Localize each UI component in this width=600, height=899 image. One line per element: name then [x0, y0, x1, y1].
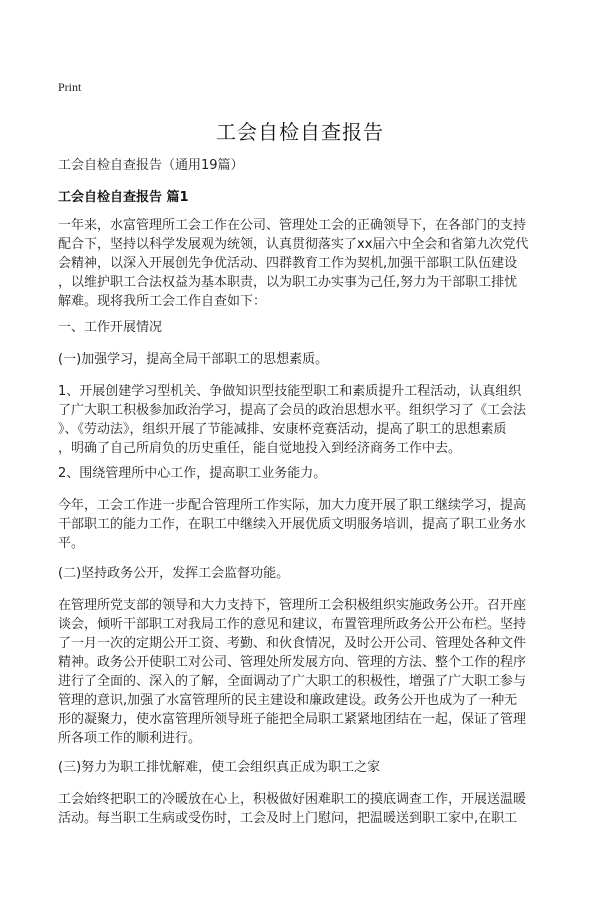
text-line: 一、工作开展情况 [58, 320, 163, 335]
text-line: 了一月一次的定期公开工资、考勤、和伙食情况，及时公开公司、管理处各种文件 [58, 636, 527, 651]
section-heading: 工会自检自查报告 篇1 [58, 190, 189, 205]
text-line: ，明确了自己所肩负的历史重任，能自觉地投入到经济商务工作中去。 [58, 441, 462, 456]
text-line: 进行了全面的、深入的了解，全面调动了广大职工的积极性，增强了广大职工参与 [58, 674, 527, 689]
heading-work-status [58, 318, 548, 337]
paragraph-transparency-detail [58, 596, 548, 748]
text-line: 平。 [58, 536, 85, 551]
text-line: 干部职工的能力工作，在职工中继续入开展优质文明服务培训，提高了职工业务水 [58, 517, 527, 532]
text-line: 今年，工会工作进一步配合管理所工作实际，加大力度开展了职工继续学习，提高 [58, 498, 527, 513]
paragraph-intro [58, 216, 548, 311]
text-line: 解难。现将我所工会工作自查如下： [58, 294, 267, 309]
text-line: (三)努力为职工排忧解难，使工会组织真正成为职工之家 [58, 760, 381, 775]
text-line: 管理的意识,加强了水富管理所的民主建设和廉政建设。政务公开也成为了一种无 [58, 693, 518, 708]
text-line: 谈会，倾听干部职工对我局工作的意见和建议，布置管理所政务公开公布栏。坚持 [58, 617, 527, 632]
text-line: 2、围绕管理所中心工作，提高职工业务能力。 [58, 466, 327, 481]
text-line: 活动。每当职工生病或受伤时，工会及时上门慰问，把温暖送到职工家中,在职工 [58, 811, 518, 826]
paragraph-study-detail [58, 382, 548, 458]
text-line: 一年来，水富管理所工会工作在公司、管理处工会的正确领导下，在各部门的支持 [58, 218, 527, 233]
text-line: (一)加强学习，提高全局干部职工的思想素质。 [58, 352, 329, 367]
subheading-transparency [58, 564, 548, 583]
print-label: Print [58, 80, 82, 94]
text-line: 在管理所党支部的领导和大力支持下，管理所工会积极组织实施政务公开。召开座 [58, 598, 527, 613]
text-line: 1、开展创建学习型机关、争做知识型技能型职工和素质提升工程活动，认真组织 [58, 384, 522, 399]
text-line: 形的凝聚力，使水富管理所领导班子能把全局职工紧紧地团结在一起，保证了管理 [58, 712, 527, 727]
text-line: 会精神，以深入开展创先争优活动、四群教育工作为契机,加强干部职工队伍建设 [58, 256, 518, 271]
paragraph-worker-support-detail [58, 790, 548, 828]
text-line: 工会始终把职工的冷暖放在心上，积极做好困难职工的摸底调查工作，开展送温暖 [58, 792, 527, 807]
paragraph-training [58, 496, 548, 553]
text-line: 了广大职工积极参加政治学习，提高了会员的政治思想水平。组织学习了《工会法 [58, 403, 527, 418]
text-line: ，以维护职工合法权益为基本职责，以为职工办实事为己任,努力为干部职工排忧 [58, 275, 518, 290]
subheading-business-ability [58, 464, 548, 483]
text-line: 》、《劳动法》，组织开展了节能减排、安康杯竞赛活动，提高了职工的思想素质 [58, 422, 507, 437]
subheading-study [58, 350, 548, 369]
text-line: 配合下，坚持以科学发展观为统领，认真贯彻落实了xx届六中全会和省第九次党代 [58, 237, 529, 252]
document-subtitle: 工会自检自查报告（通用19篇） [58, 158, 244, 173]
text-line: 精神。政务公开使职工对公司、管理处所发展方向、管理的方法、整个工作的程序 [58, 655, 527, 670]
document-title: 工会自检自查报告 [216, 120, 384, 144]
text-line: (二)坚持政务公开，发挥工会监督功能。 [58, 566, 290, 581]
subheading-worker-support [58, 758, 548, 777]
text-line: 所各项工作的顺利进行。 [58, 731, 202, 746]
